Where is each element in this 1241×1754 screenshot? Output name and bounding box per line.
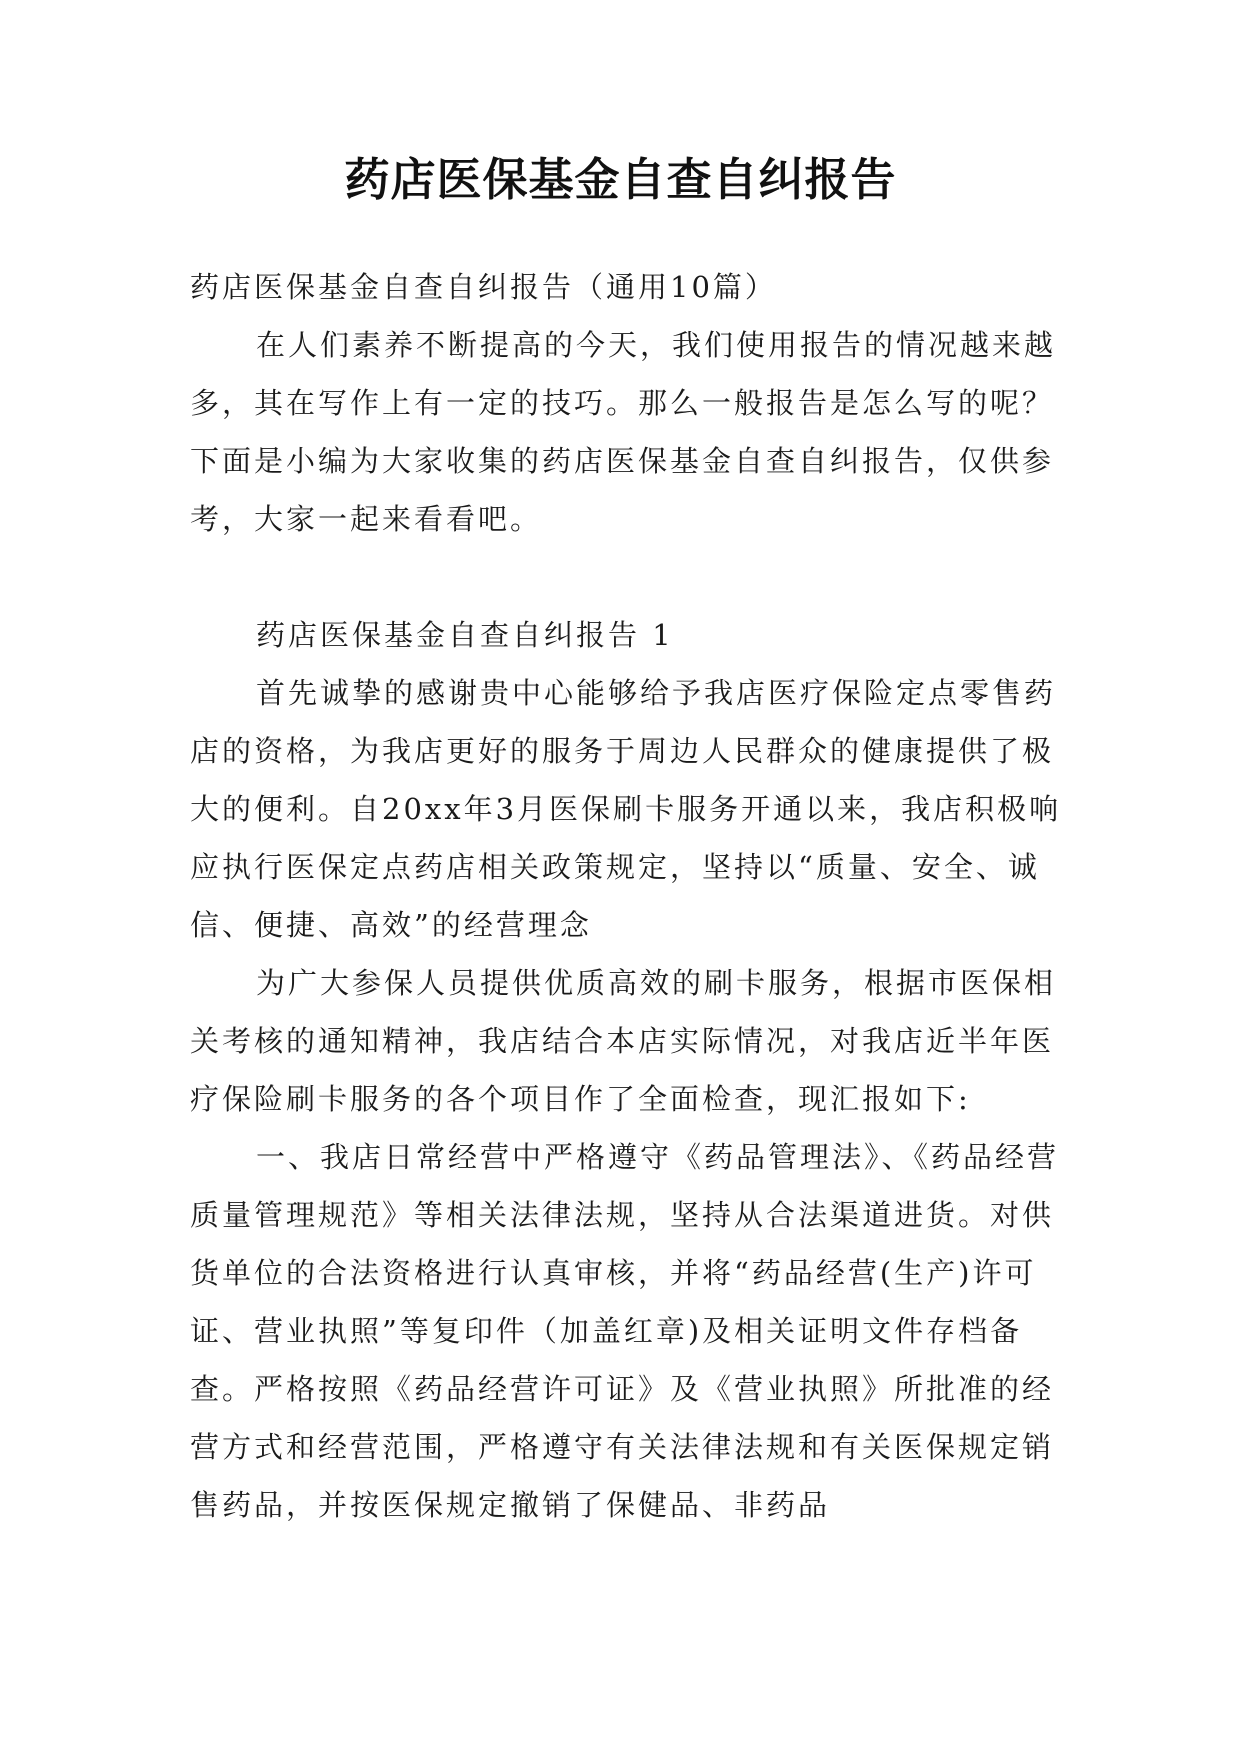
intro-paragraph: 在人们素养不断提高的今天，我们使用报告的情况越来越多，其在写作上有一定的技巧。那么一般报告是怎么写的呢？下面是小编为大家收集的药店医保基金自查自纠报告，仅供参考，大家一起来看看吧。 <box>190 328 1057 536</box>
document-body <box>190 258 1074 1534</box>
body-paragraph: 首先诚挚的感谢贵中心能够给予我店医疗保险定点零售药店的资格，为我店更好的服务于周边人民群众的健康提供了极大的便利。自20xx年3月医保刷卡服务开通以来，我店积极响应执行医保定点药店相关政策规定，坚持以“质量、安全、诚信、便捷、高效”的经营理念 <box>190 676 1062 942</box>
document-title: 药店医保基金自查自纠报告 <box>344 153 897 206</box>
section-heading: 药店医保基金自查自纠报告 1 <box>256 618 674 652</box>
document-subtitle: 药店医保基金自查自纠报告（通用10篇） <box>190 270 777 304</box>
body-paragraph: 一、我店日常经营中严格遵守《药品管理法》、《药品经营质量管理规范》等相关法律法规，坚持从合法渠道进货。对供货单位的合法资格进行认真审核，并将“药品经营(生产)许可证、营业执照”等复印件（加盖红章)及相关证明文件存档备查。严格按照《药品经营许可证》及《营业执照》所批准的经营方式和经营范围，严格遵守有关法律法规和有关医保规定销售药品，并按医保规定撤销了保健品、非药品 <box>190 1140 1060 1522</box>
body-paragraph: 为广大参保人员提供优质高效的刷卡服务，根据市医保相关考核的通知精神，我店结合本店实际情况，对我店近半年医疗保险刷卡服务的各个项目作了全面检查，现汇报如下: <box>190 966 1057 1116</box>
